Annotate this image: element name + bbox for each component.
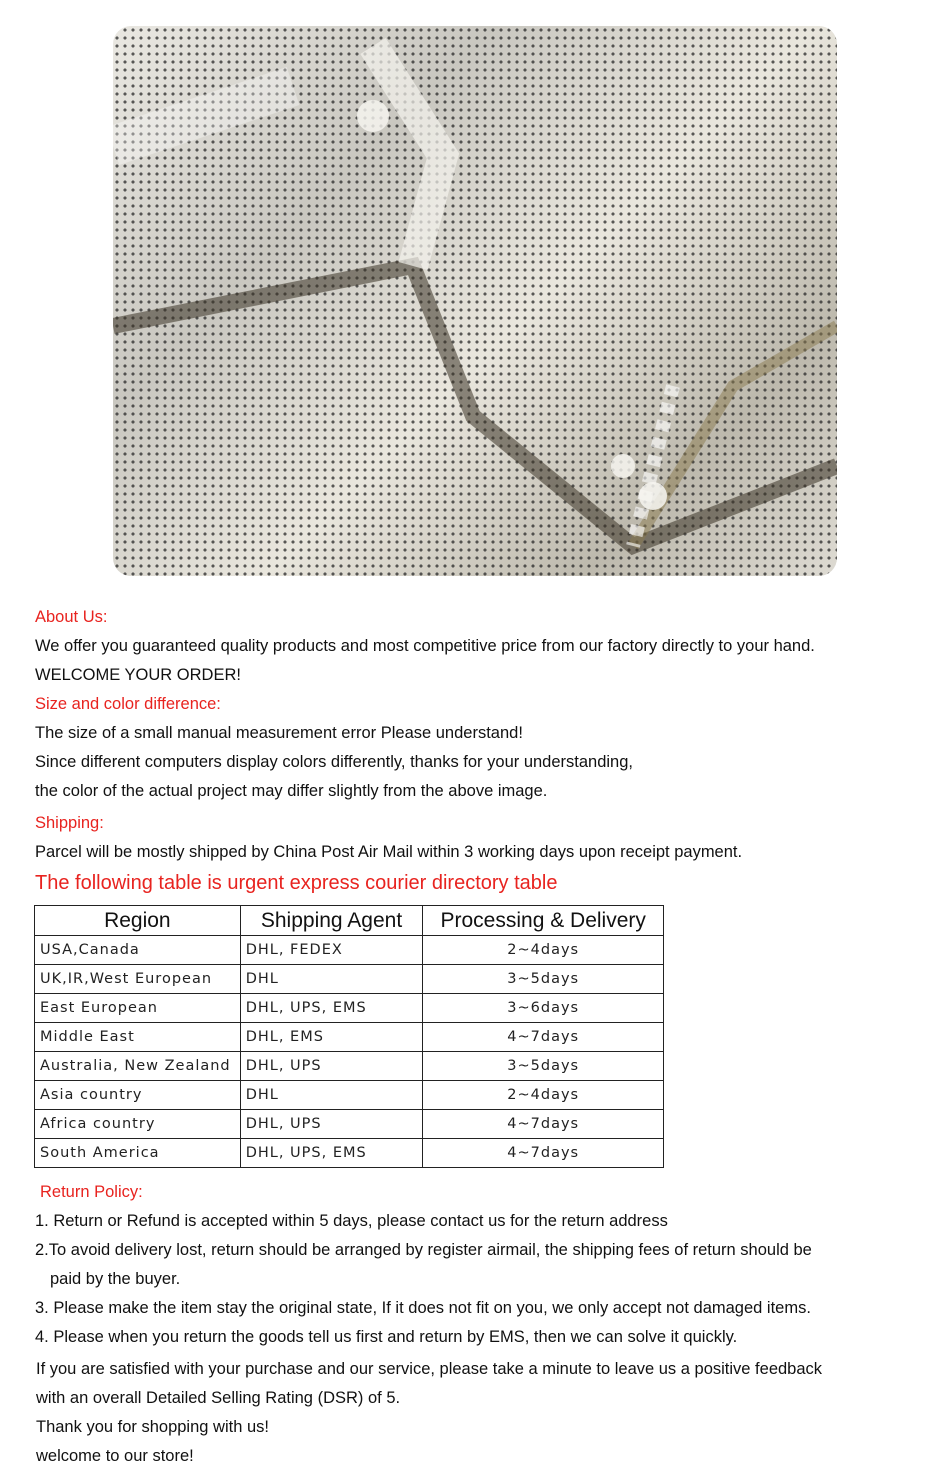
about-line-1: We offer you guaranteed quality products and most competitive price from our factory directly to your hand.	[35, 637, 815, 655]
shipping-line-1: Parcel will be mostly shipped by China Post Air Mail within 3 working days upon receipt payment.	[35, 843, 743, 861]
size-color-heading: Size and color difference:	[35, 695, 221, 713]
cell-region: Middle East	[35, 1023, 241, 1052]
table-row	[35, 1110, 664, 1139]
cell-region: Africa country	[35, 1110, 241, 1139]
return-policy-heading: Return Policy:	[40, 1183, 143, 1201]
return-policy-item-4: 4. Please when you return the goods tell us first and return by EMS, then we can solve it quickly.	[35, 1328, 738, 1346]
size-color-line-3: the color of the actual project may differ slightly from the above image.	[35, 782, 548, 800]
welcome-line: welcome to our store!	[36, 1447, 194, 1465]
cell-region: South America	[35, 1139, 241, 1168]
cell-agent: DHL	[240, 1081, 423, 1110]
cell-region: USA,Canada	[35, 936, 241, 965]
shipping-heading: Shipping:	[35, 814, 104, 832]
feedback-line-2: with an overall Detailed Selling Rating (DSR) of 5.	[36, 1389, 401, 1407]
return-policy-item-3: 3. Please make the item stay the original state, If it does not fit on you, we only accept not damaged items.	[35, 1299, 811, 1317]
cell-agent: DHL, EMS	[240, 1023, 423, 1052]
return-policy-item-2: 2.To avoid delivery lost, return should be arranged by register airmail, the shipping fees of return should be	[35, 1241, 812, 1259]
header-region: Region	[35, 906, 241, 936]
return-policy-item-1: 1. Return or Refund is accepted within 5 days, please contact us for the return address	[35, 1212, 668, 1230]
sequin-fabric-illustration	[113, 26, 837, 576]
cell-delivery: 4~7days	[423, 1110, 664, 1139]
table-header-row	[35, 906, 664, 936]
cell-delivery: 3~5days	[423, 965, 664, 994]
product-closeup-photo	[113, 26, 837, 576]
cell-delivery: 3~6days	[423, 994, 664, 1023]
return-policy-item-2-cont: paid by the buyer.	[50, 1270, 181, 1288]
thank-you-line: Thank you for shopping with us!	[36, 1418, 269, 1436]
feedback-line-1: If you are satisfied with your purchase and our service, please take a minute to leave us a positive feedback	[36, 1360, 823, 1378]
header-shipping-agent: Shipping Agent	[240, 906, 423, 936]
table-row	[35, 1081, 664, 1110]
size-color-line-2: Since different computers display colors differently, thanks for your understanding,	[35, 753, 633, 771]
cell-region: East European	[35, 994, 241, 1023]
header-processing-delivery: Processing & Delivery	[423, 906, 664, 936]
about-line-2: WELCOME YOUR ORDER!	[35, 666, 241, 684]
cell-agent: DHL, UPS	[240, 1110, 423, 1139]
table-row	[35, 1139, 664, 1168]
table-row	[35, 936, 664, 965]
cell-agent: DHL, UPS	[240, 1052, 423, 1081]
cell-delivery: 2~4days	[423, 1081, 664, 1110]
courier-directory-table	[34, 905, 664, 1168]
table-row	[35, 965, 664, 994]
cell-delivery: 4~7days	[423, 1139, 664, 1168]
cell-agent: DHL, UPS, EMS	[240, 994, 423, 1023]
size-color-line-1: The size of a small manual measurement error Please understand!	[35, 724, 523, 742]
cell-region: UK,IR,West European	[35, 965, 241, 994]
cell-delivery: 3~5days	[423, 1052, 664, 1081]
table-row	[35, 1023, 664, 1052]
cell-agent: DHL, FEDEX	[240, 936, 423, 965]
cell-delivery: 2~4days	[423, 936, 664, 965]
table-row	[35, 1052, 664, 1081]
cell-delivery: 4~7days	[423, 1023, 664, 1052]
cell-agent: DHL	[240, 965, 423, 994]
courier-table-title: The following table is urgent express courier directory table	[35, 872, 558, 894]
table-row	[35, 994, 664, 1023]
cell-agent: DHL, UPS, EMS	[240, 1139, 423, 1168]
cell-region: Australia, New Zealand	[35, 1052, 241, 1081]
about-heading: About Us:	[35, 608, 108, 626]
cell-region: Asia country	[35, 1081, 241, 1110]
